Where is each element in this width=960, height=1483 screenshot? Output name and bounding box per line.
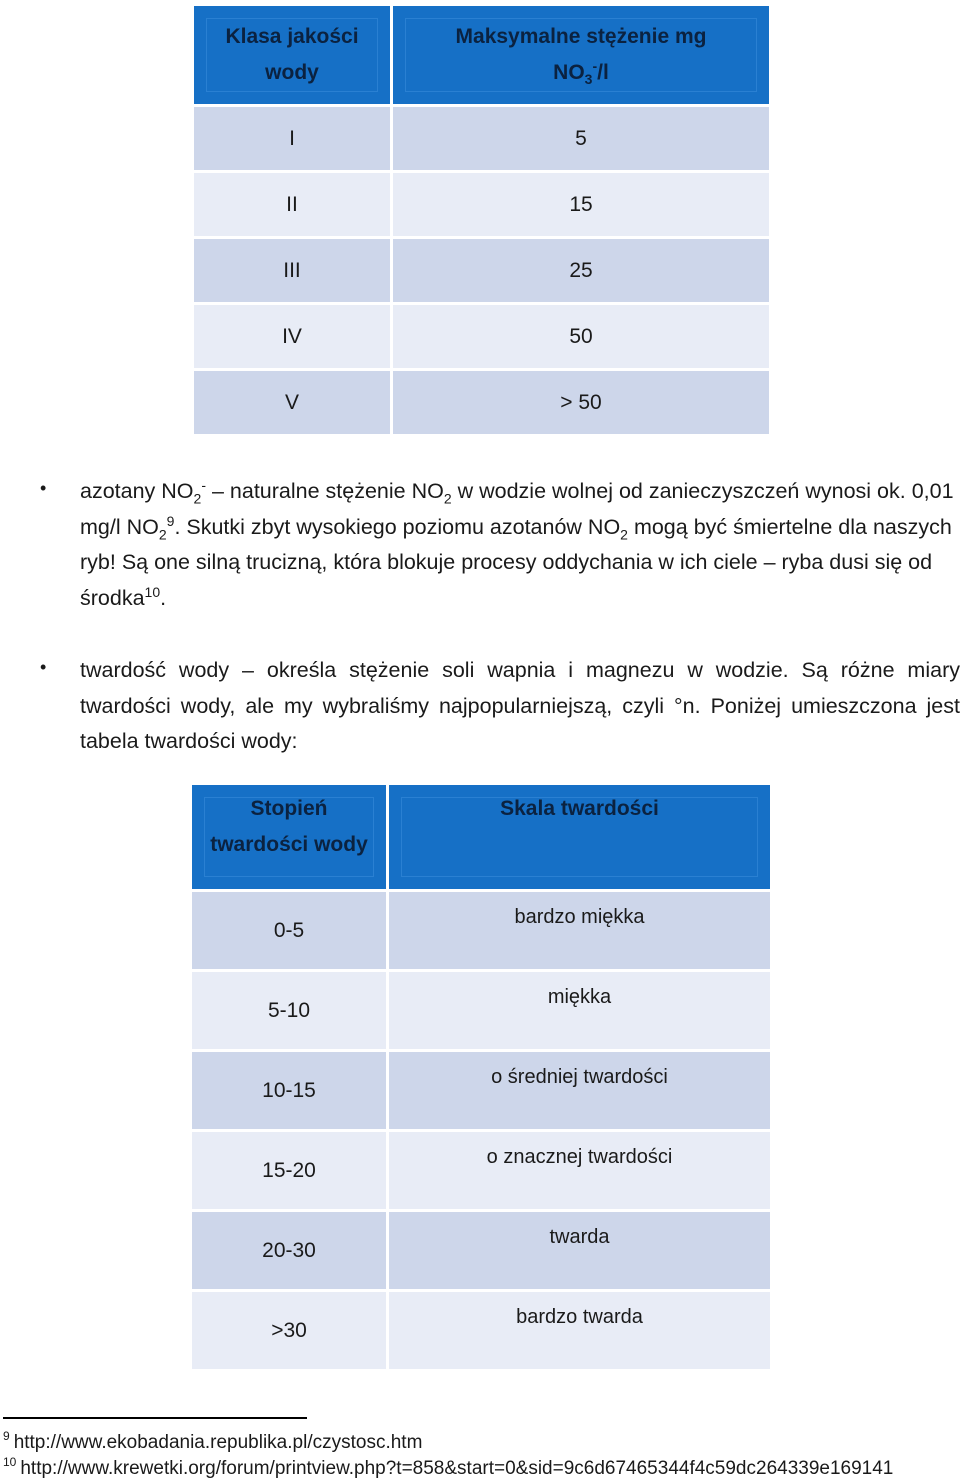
- table-row: [194, 371, 769, 434]
- degree-cell: 20-30: [192, 1212, 386, 1289]
- degree-cell: 0-5: [192, 892, 386, 969]
- scale-cell: o znacznej twardości: [389, 1132, 770, 1209]
- table-row: [192, 1212, 770, 1289]
- class-cell: I: [194, 107, 390, 170]
- footnote-link[interactable]: http://www.krewetki.org/forum/printview.php?t=858&start=0&sid=9c6d67465344f4c59dc264339e169141: [20, 1458, 894, 1479]
- table-row: [192, 972, 770, 1049]
- class-cell: V: [194, 371, 390, 434]
- header-hardness-scale: Skala twardości: [389, 785, 770, 889]
- scale-cell: bardzo twarda: [389, 1292, 770, 1369]
- scale-cell: twarda: [389, 1212, 770, 1289]
- table-header-row: [194, 6, 769, 104]
- nitrate-class-table: [191, 3, 772, 437]
- class-cell: III: [194, 239, 390, 302]
- bullet-marker: •: [40, 657, 47, 677]
- concentration-cell: 50: [393, 305, 769, 368]
- class-cell: II: [194, 173, 390, 236]
- concentration-cell: 25: [393, 239, 769, 302]
- nitrate-paragraph: azotany $NO_2^-$ – naturalne stężenie $NO_2$ w wodzie wolnej od zanieczyszczeń wynosi ok. 0,01 mg/l $NO_2^9$. Skutki zbyt wysokiego poziomu azotanów $NO_2$ mogą być śmiertelne dla naszych ryb! Są one silną trucizną, która blokuje procesy oddychania w ich ciele – ryba dusi się od środka$^{10}$.: [80, 476, 954, 611]
- table-row: [192, 1052, 770, 1129]
- table-row: [194, 305, 769, 368]
- hardness-paragraph: twardość wody – określa stężenie soli wapnia i magnezu w wodzie. Są różne miary twardości wody, ale my wybraliśmy najpopularniejszą, czyli °n. Poniżej umieszczona jest tabela twardości wody:: [80, 658, 960, 754]
- scale-cell: bardzo miękka: [389, 892, 770, 969]
- table-row: [194, 173, 769, 236]
- footnote-10: $^{10}$ http://www.krewetki.org/forum/printview.php?t=858&start=0&sid=9c6d67465344f4c59dc264339e169141: [3, 1455, 894, 1479]
- degree-cell: 10-15: [192, 1052, 386, 1129]
- table-row: [194, 107, 769, 170]
- class-cell: IV: [194, 305, 390, 368]
- footnote-link[interactable]: http://www.ekobadania.republika.pl/czystosc.htm: [13, 1432, 423, 1453]
- scale-cell: miękka: [389, 972, 770, 1049]
- concentration-cell: 5: [393, 107, 769, 170]
- concentration-cell: 15: [393, 173, 769, 236]
- footnote-9: $^9$ http://www.ekobadania.republika.pl/czystosc.htm: [3, 1429, 423, 1453]
- degree-cell: >30: [192, 1292, 386, 1369]
- degree-cell: 15-20: [192, 1132, 386, 1209]
- footnote-ref-9[interactable]: 9: [166, 512, 175, 529]
- table-row: [192, 892, 770, 969]
- header-water-class: Klasa jakości wody: [194, 6, 390, 104]
- header-max-concentration: Maksymalne stężenie mg $NO_3^-/l$: [393, 6, 769, 104]
- table-row: [192, 1292, 770, 1369]
- table-row: [192, 1132, 770, 1209]
- concentration-cell: > 50: [393, 371, 769, 434]
- scale-cell: o średniej twardości: [389, 1052, 770, 1129]
- table-row: [194, 239, 769, 302]
- footnote-ref-10[interactable]: 10: [144, 583, 161, 600]
- footnote-separator: [3, 1417, 307, 1419]
- water-hardness-table: [189, 782, 773, 1372]
- degree-cell: 5-10: [192, 972, 386, 1049]
- bullet-marker: •: [40, 478, 47, 498]
- header-hardness-degree: Stopień twardości wody: [192, 785, 386, 889]
- table-header-row: [192, 785, 770, 889]
